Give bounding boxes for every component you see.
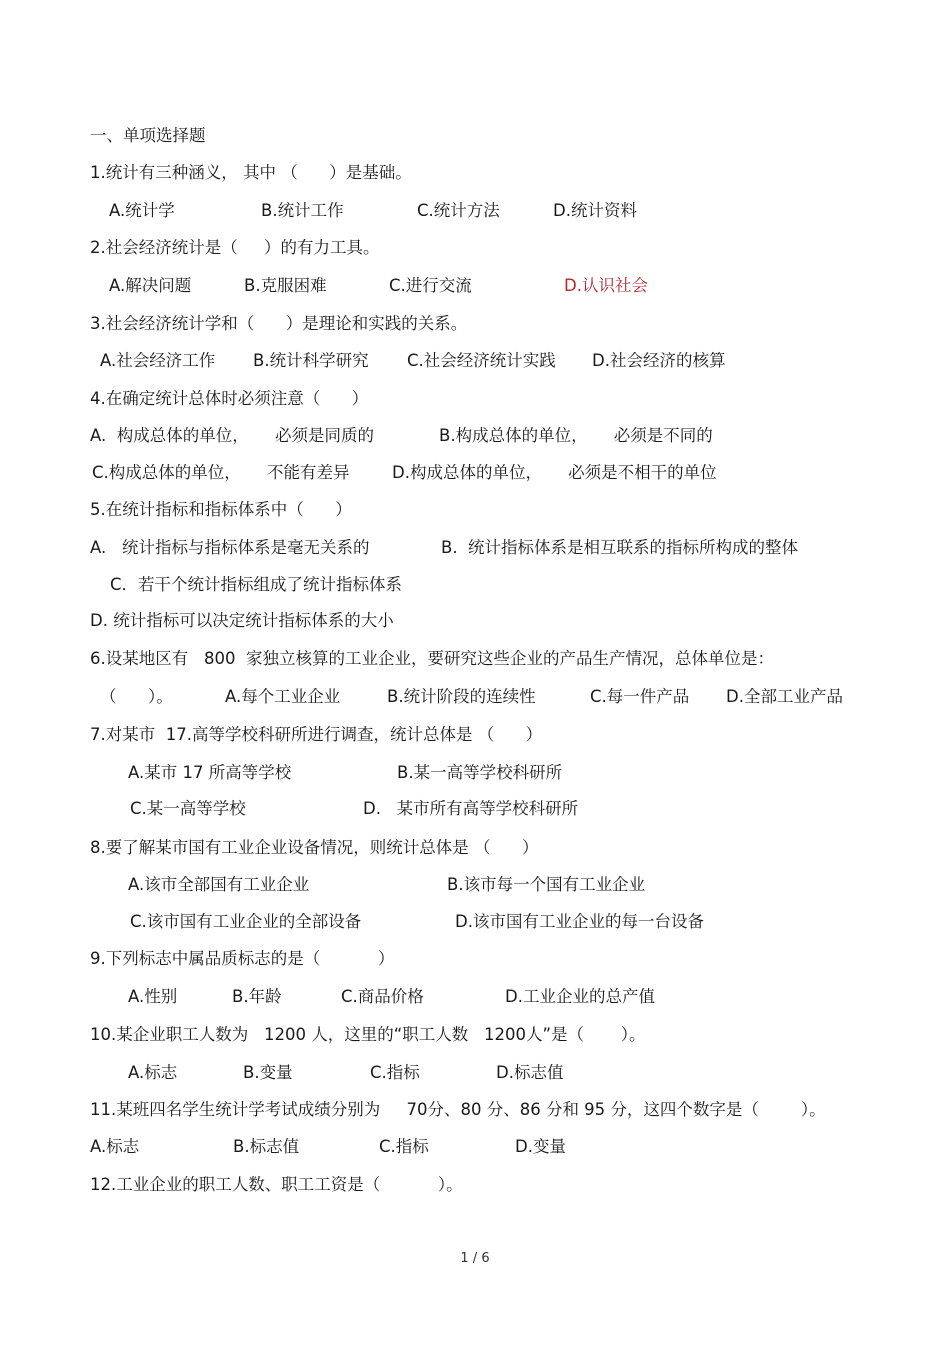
q1-option-a: A.统计学 [109, 201, 175, 220]
q1-option-d: D.统计资料 [553, 201, 637, 220]
q1-option-c: C.统计方法 [417, 201, 500, 220]
q6-option-b: B.统计阶段的连续性 [387, 687, 536, 706]
question-11-stem: 11.某班四名学生统计学考试成绩分别为 70分、80 分、86 分和 95 分，这四个数字是（ ）。 [90, 1100, 826, 1119]
q8-option-a: A.该市全部国有工业企业 [128, 875, 310, 894]
q2-option-b: B.克服困难 [244, 276, 327, 295]
q5-option-b: B. 统计指标体系是相互联系的指标所构成的整体 [441, 538, 799, 557]
q7-option-d: D. 某市所有高等学校科研所 [363, 799, 579, 818]
q3-option-b: B.统计科学研究 [253, 351, 369, 370]
q3-option-a: A.社会经济工作 [100, 351, 216, 370]
q4-option-b: B.构成总体的单位， 必须是不同的 [439, 426, 713, 445]
section-title: 一、单项选择题 [90, 126, 206, 145]
q10-option-a: A.标志 [128, 1063, 178, 1082]
q6-answer-blank: （ ）。 [100, 687, 173, 706]
q4-option-c: C.构成总体的单位， 不能有差异 [92, 463, 350, 482]
q9-option-d: D.工业企业的总产值 [505, 987, 655, 1006]
question-1-stem: 1.统计有三种涵义， 其中 （ ）是基础。 [90, 163, 412, 182]
q5-option-a: A. 统计指标与指标体系是毫无关系的 [90, 538, 370, 557]
q9-option-a: A.性别 [128, 987, 178, 1006]
q8-option-c: C.该市国有工业企业的全部设备 [130, 912, 362, 931]
q6-option-d: D.全部工业产品 [726, 687, 843, 706]
q6-option-a: A.每个工业企业 [225, 687, 341, 706]
question-5-stem: 5.在统计指标和指标体系中（ ） [90, 500, 352, 519]
q10-option-c: C.指标 [370, 1063, 420, 1082]
q7-option-a: A.某市 17 所高等学校 [128, 763, 292, 782]
q8-option-b: B.该市每一个国有工业企业 [447, 875, 646, 894]
q2-option-a: A.解决问题 [109, 276, 192, 295]
q11-option-c: C.指标 [379, 1137, 429, 1156]
q7-option-b: B.某一高等学校科研所 [397, 763, 563, 782]
page-number: 1 / 6 [460, 1251, 490, 1266]
question-8-stem: 8.要了解某市国有工业企业设备情况，则统计总体是 （ ） [90, 838, 539, 857]
q9-option-c: C.商品价格 [341, 987, 424, 1006]
q3-option-c: C.社会经济统计实践 [407, 351, 556, 370]
q5-option-d: D. 统计指标可以决定统计指标体系的大小 [90, 611, 394, 630]
q2-option-d: D.认识社会 [564, 276, 648, 295]
question-9-stem: 9.下列标志中属品质标志的是（ ） [90, 949, 395, 968]
q8-option-d: D.该市国有工业企业的每一台设备 [455, 912, 704, 931]
q3-option-d: D.社会经济的核算 [592, 351, 726, 370]
q1-option-b: B.统计工作 [261, 201, 344, 220]
q10-option-d: D.标志值 [496, 1063, 564, 1082]
question-6-stem: 6.设某地区有 800 家独立核算的工业企业，要研究这些企业的产品生产情况，总体单位是： [90, 649, 774, 668]
q11-option-a: A.标志 [90, 1137, 140, 1156]
q9-option-b: B.年龄 [232, 987, 282, 1006]
question-3-stem: 3.社会经济统计学和（ ）是理论和实践的关系。 [90, 314, 468, 333]
question-7-stem: 7.对某市 17.高等学校科研所进行调查，统计总体是 （ ） [90, 725, 543, 744]
question-2-stem: 2.社会经济统计是（ ）的有力工具。 [90, 238, 380, 257]
q2-option-c: C.进行交流 [389, 276, 472, 295]
q10-option-b: B.变量 [243, 1063, 293, 1082]
q11-option-b: B.标志值 [233, 1137, 300, 1156]
q4-option-d: D.构成总体的单位， 必须是不相干的单位 [392, 463, 717, 482]
question-10-stem: 10.某企业职工人数为 1200 人，这里的“职工人数 1200人”是（ ）。 [90, 1025, 646, 1044]
q7-option-c: C.某一高等学校 [130, 799, 246, 818]
q4-option-a: A. 构成总体的单位， 必须是同质的 [90, 426, 374, 445]
q6-option-c: C.每一件产品 [590, 687, 690, 706]
question-4-stem: 4.在确定统计总体时必须注意（ ） [90, 389, 369, 408]
q5-option-c: C．若干个统计指标组成了统计指标体系 [110, 575, 403, 594]
question-12-stem: 12.工业企业的职工人数、职工工资是（ ）。 [90, 1175, 463, 1194]
q11-option-d: D.变量 [515, 1137, 566, 1156]
